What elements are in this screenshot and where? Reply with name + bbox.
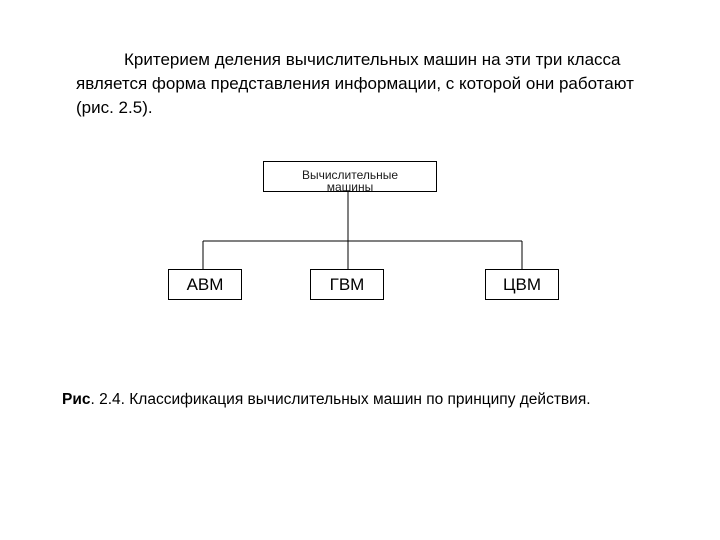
caption-label: Рис: [62, 391, 91, 408]
node-gvm: ГВМ: [310, 269, 384, 300]
node-avm: АВМ: [168, 269, 242, 300]
intro-line-3: (рис. 2.5).: [76, 98, 153, 117]
root-node-label-line-1: Вычислительные: [301, 168, 399, 182]
node-tsvm: ЦВМ: [485, 269, 559, 300]
root-node-computers: [263, 161, 437, 192]
intro-line-1: Критерием деления вычислительных машин на эти три класса: [124, 50, 621, 69]
root-node-label-line-2: машины: [326, 180, 374, 194]
intro-line-2: является форма представления информации, с которой они работают: [76, 74, 634, 93]
caption-text: . 2.4. Классификация вычислительных машин по принципу действия.: [90, 391, 591, 408]
figure-caption: [62, 389, 702, 411]
